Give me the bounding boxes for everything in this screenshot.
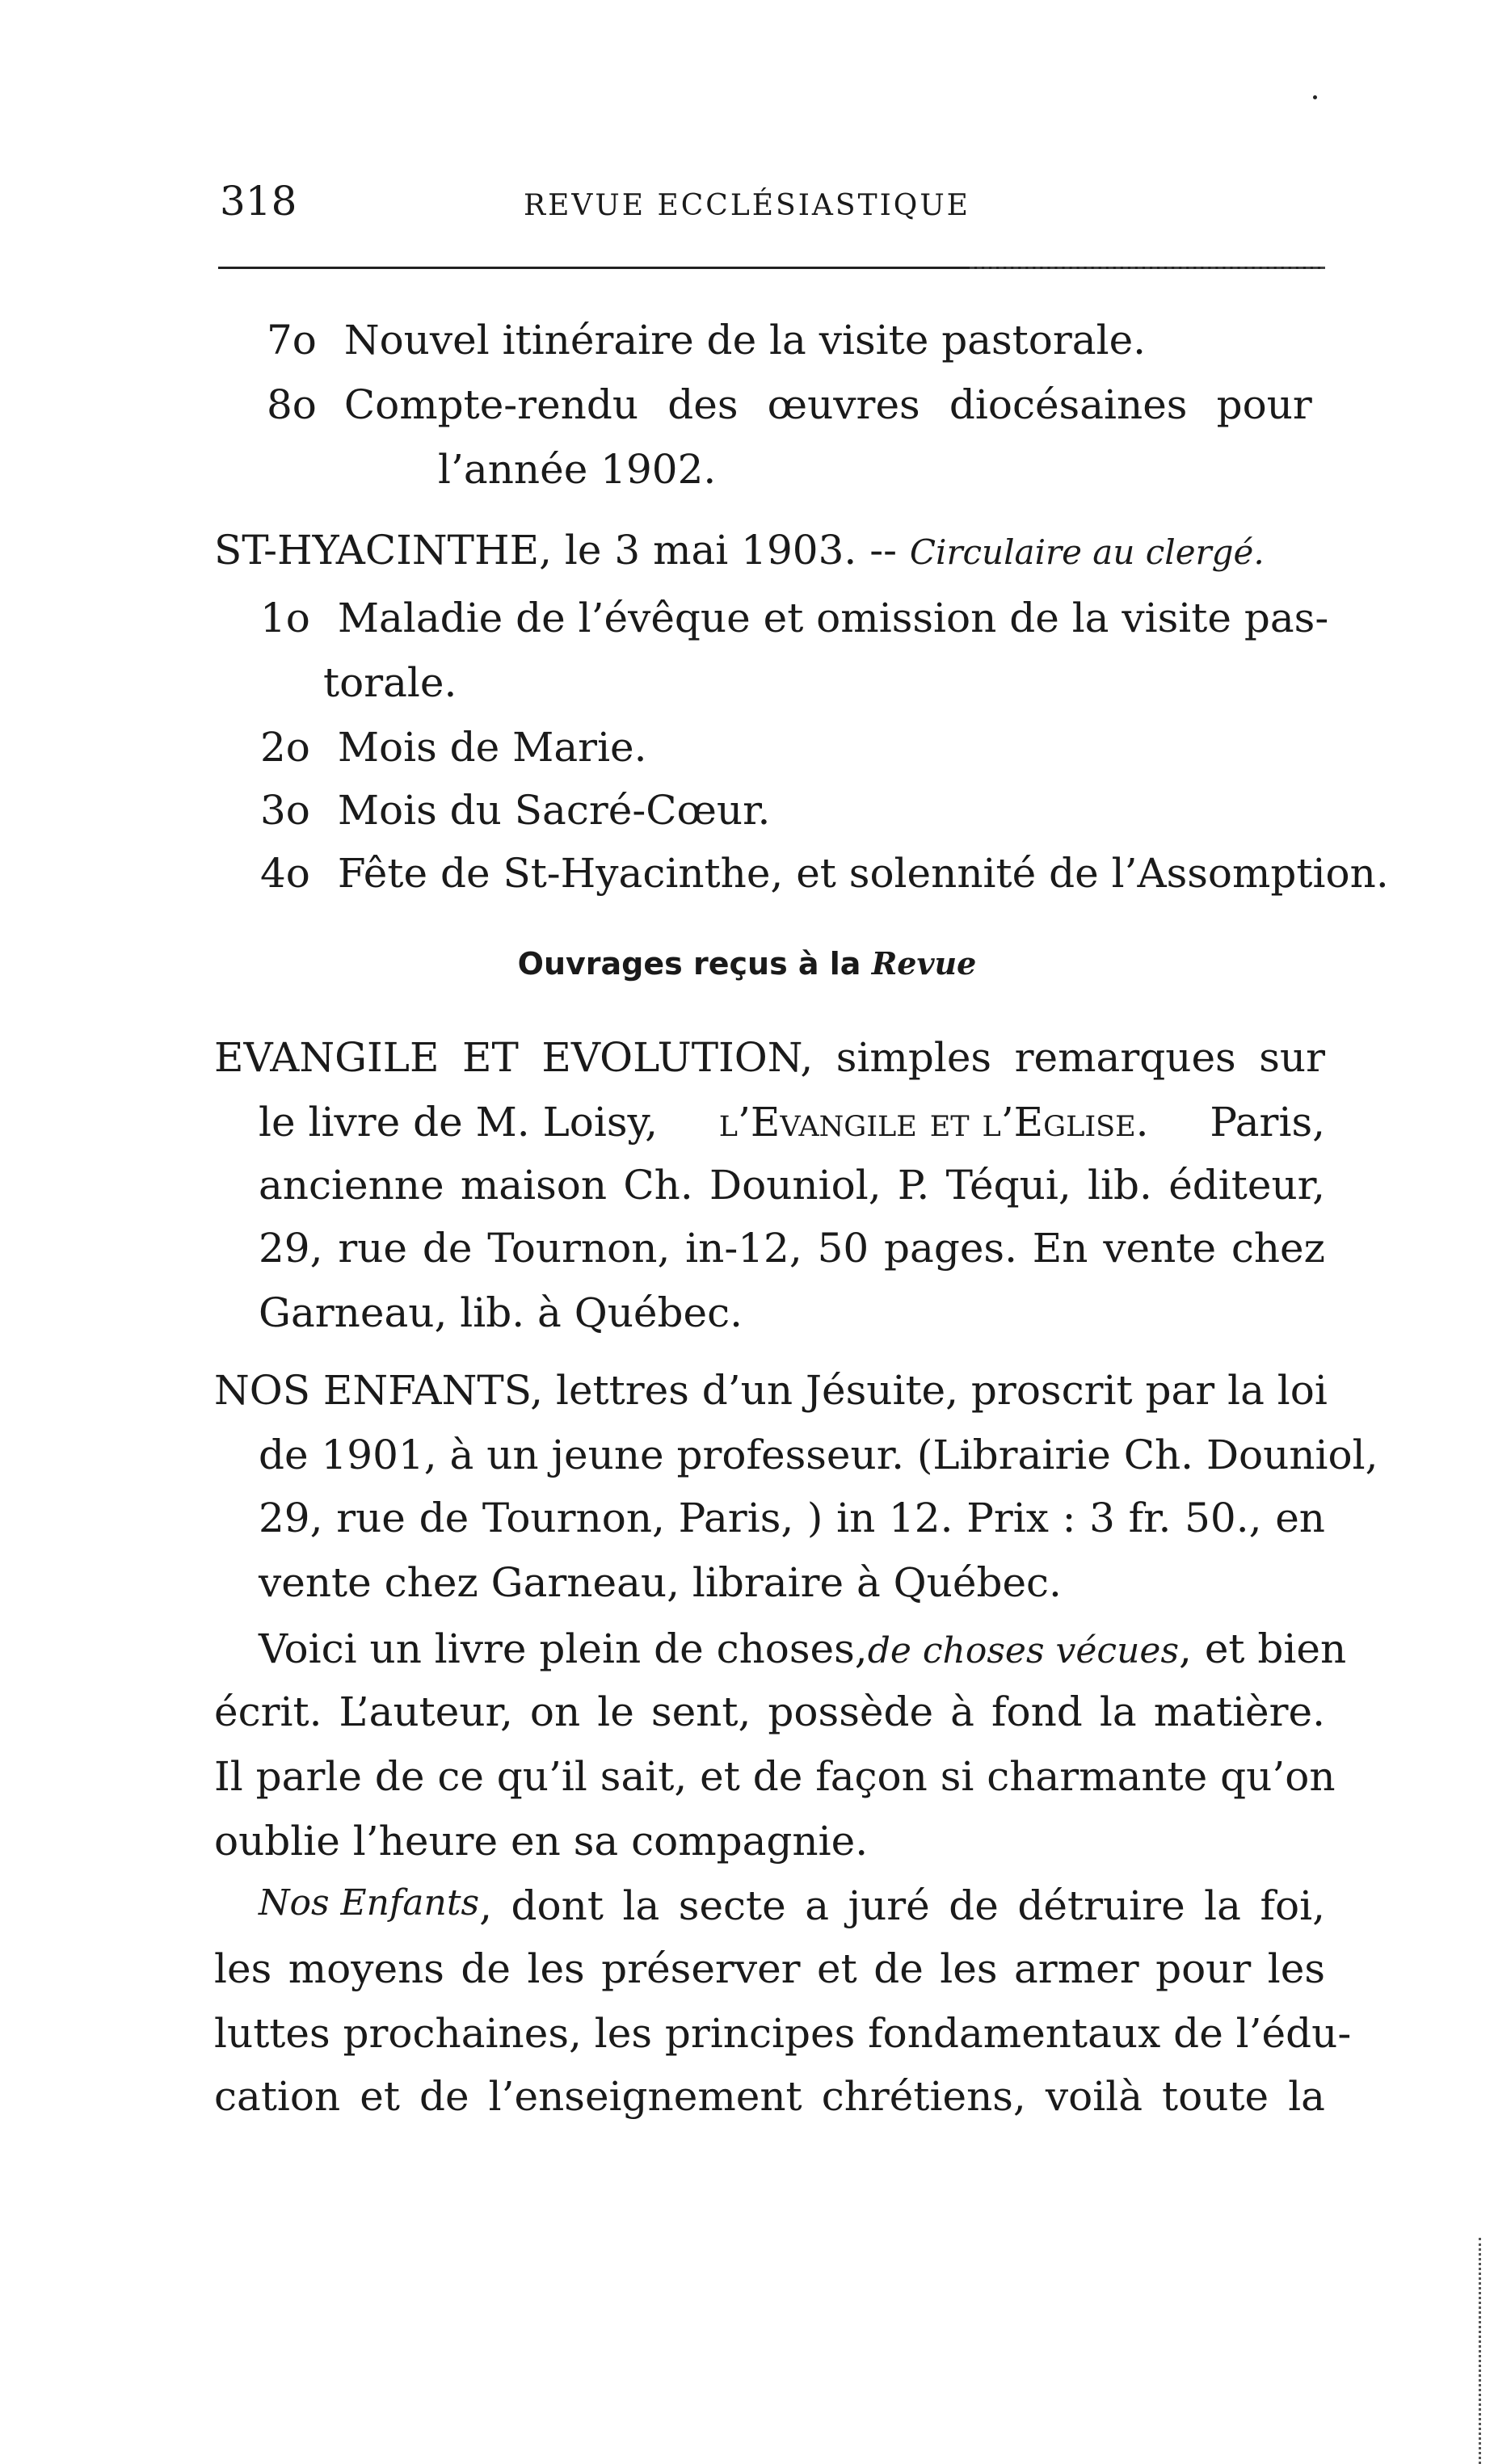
item-number: 3o <box>260 787 310 834</box>
sthyacinthe-heading <box>214 527 1265 574</box>
para1-emphasis: de choses vécues <box>867 1630 1180 1671</box>
sthyacinthe-title: Circulaire au clergé. <box>909 532 1265 572</box>
item-text: Fête de St-Hyacinthe, et solennité de l’Assomption. <box>337 850 1389 897</box>
item-text: Compte-rendu des œuvres diocésaines pour <box>343 381 1312 428</box>
list-item-8 <box>267 381 1325 428</box>
para1-line-2: écrit. L’auteur, on le sent, possède à fond la matière. <box>214 1688 1325 1735</box>
para2-line-1-b: , dont la secte a juré de détruire la foi, <box>479 1882 1325 1929</box>
section-heading-text: Ouvrages reçus à la <box>517 946 861 982</box>
para2-line-4: cation et de l’enseignement chrétiens, voilà toute la <box>214 2073 1325 2120</box>
running-title: REVUE ECCLÉSIASTIQUE <box>524 189 970 222</box>
para2-line-1 <box>259 1882 1325 1929</box>
entry1-line-1: EVANGILE ET EVOLUTION, simples remarques sur <box>214 1034 1325 1081</box>
entry2-line-1: NOS ENFANTS, lettres d’un Jésuite, proscrit par la loi <box>214 1367 1328 1414</box>
entry1-line-5: Garneau, lib. à Québec. <box>259 1289 743 1336</box>
speck-mark <box>1313 95 1317 99</box>
para2-line-2: les moyens de les préserver et de les armer pour les <box>214 1945 1325 1992</box>
entry1-line-2-a: le livre de M. Loisy, <box>259 1099 659 1146</box>
item-number: 1o <box>260 595 310 641</box>
para1-line-1 <box>259 1625 1347 1672</box>
item-number: 4o <box>260 850 310 897</box>
para2-line-3: luttes prochaines, les principes fondamentaux de l’édu- <box>214 2010 1352 2057</box>
para1-line-1-b: , et bien <box>1179 1625 1347 1672</box>
item-text: Mois de Marie. <box>337 724 647 771</box>
section-heading-italic: Revue <box>871 945 977 982</box>
list-item-7 <box>267 317 1146 364</box>
entry1-line-2 <box>259 1099 1325 1146</box>
entry1-book-title: l’Evangile et l’Eglise. <box>718 1099 1149 1146</box>
item-number: 2o <box>260 724 310 771</box>
item-text: Maladie de l’évêque et omission de la visite pas- <box>337 595 1329 641</box>
entry2-line-2: de 1901, à un jeune professeur. (Librairie Ch. Douniol, <box>259 1432 1378 1478</box>
sthyacinthe-item-2 <box>260 724 647 771</box>
sthyacinthe-item-1 <box>260 595 1329 641</box>
sthyacinthe-item-1-cont: torale. <box>323 659 457 706</box>
para1-line-3: Il parle de ce qu’il sait, et de façon si charmante qu’on <box>214 1753 1336 1800</box>
entry1-line-3: ancienne maison Ch. Douniol, P. Téqui, lib. éditeur, <box>259 1162 1325 1209</box>
para1-line-4: oublie l’heure en sa compagnie. <box>214 1818 869 1865</box>
sthyacinthe-lead: ST-HYACINTHE, le 3 mai 1903. <box>214 527 857 574</box>
entry2-line-3: 29, rue de Tournon, Paris, ) in 12. Prix : 3 fr. 50., en <box>259 1495 1325 1541</box>
section-heading <box>0 945 1494 982</box>
sthyacinthe-item-3 <box>260 787 770 834</box>
item-text: Mois du Sacré-Cœur. <box>337 787 771 834</box>
page-edge-mark <box>1479 2238 1481 2464</box>
item-number: 8o <box>267 381 317 428</box>
list-item-8-cont: l’année 1902. <box>438 446 717 493</box>
item-text: Nouvel itinéraire de la visite pastorale. <box>343 317 1147 364</box>
entry1-line-4: 29, rue de Tournon, in-12, 50 pages. En vente chez <box>259 1225 1325 1272</box>
sthyacinthe-item-4 <box>260 850 1389 897</box>
para1-line-1-a: Voici un livre plein de choses, <box>259 1625 868 1672</box>
sthyacinthe-dash: -- <box>856 527 910 574</box>
para2-emphasis: Nos Enfants <box>259 1882 480 1924</box>
page-number: 318 <box>220 178 297 225</box>
entry2-line-4: vente chez Garneau, libraire à Québec. <box>259 1559 1062 1606</box>
entry1-line-2-b: Paris, <box>1210 1099 1325 1146</box>
header-rule <box>218 267 1325 269</box>
item-number: 7o <box>267 317 317 364</box>
